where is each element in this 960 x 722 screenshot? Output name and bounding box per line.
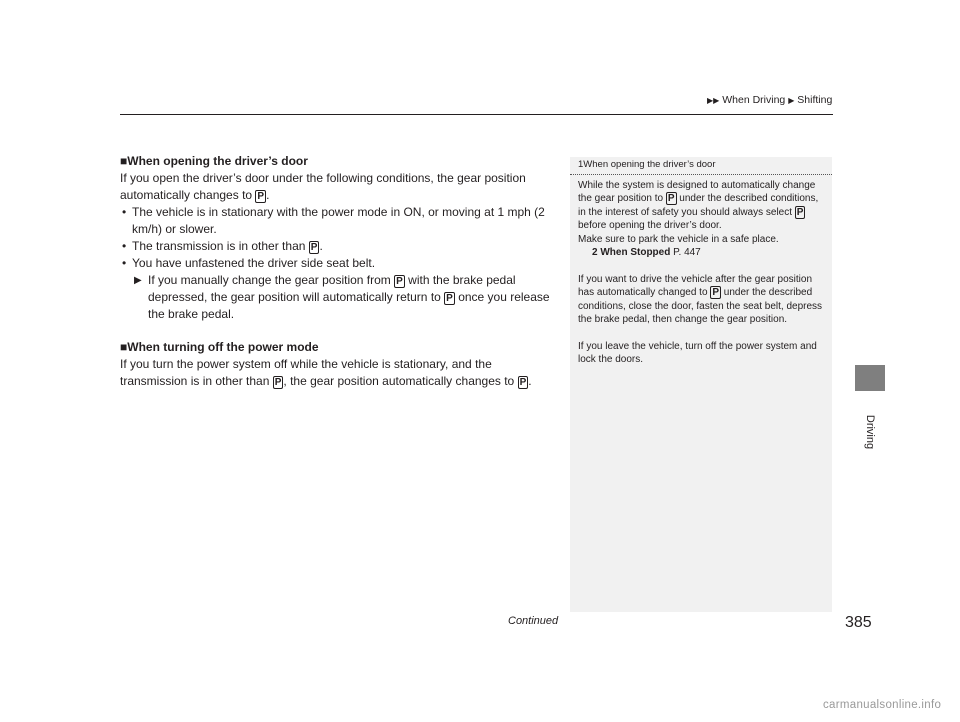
breadcrumb-level1: When Driving xyxy=(722,94,786,106)
cross-reference-link[interactable]: 2 When Stopped P. 447 xyxy=(592,247,701,258)
section-heading: ■When opening the driver’s door xyxy=(120,154,308,168)
watermark: carmanualsonline.info xyxy=(823,699,942,711)
condition-list xyxy=(120,204,560,272)
chapter-label: Driving xyxy=(864,414,876,450)
gear-p-key: P xyxy=(274,377,282,388)
sidebar-paragraph: Make sure to park the vehicle in a safe place. xyxy=(578,233,779,245)
sidebar-paragraph: If you leave the vehicle, turn off the power system and lock the doors. xyxy=(578,340,817,365)
sidebar-title: 1When opening the driver’s door xyxy=(570,157,832,175)
section-text: If you turn the power system off while the vehicle is stationary, and the transmission is in other than P , the gear position automatically changes to P . xyxy=(120,357,532,388)
triangle-right-icon: ▶ xyxy=(788,96,795,105)
sidebar-paragraph: While the system is designed to automatically change the gear position to P under the described conditions, in the interest of safety you should always select P before opening the driver’s door. xyxy=(578,179,819,231)
gear-p-key: P xyxy=(667,193,675,204)
gear-p-key: P xyxy=(257,191,265,202)
sidebar-paragraph: If you want to drive the vehicle after the gear position has automatically changed to P under the described conditions, close the door, fasten the seat belt, depress the brake pedal, then change the gear position. xyxy=(578,273,823,325)
sub-note: ▶ If you manually change the gear position from P with the brake pedal depressed, the gear position will automatically return to P once you release the brake pedal. xyxy=(134,273,550,321)
chapter-tab xyxy=(855,365,885,391)
triangle-right-icon: ▶▶ xyxy=(707,96,720,105)
continued-label: Continued xyxy=(508,615,559,627)
section-intro: If you open the driver’s door under the following conditions, the gear position automatically changes to P . xyxy=(120,171,526,202)
list-item: • The vehicle is in stationary with the power mode in ON, or moving at 1 mph (2 km/h) or slower. xyxy=(120,204,560,238)
note-icon: 1 xyxy=(578,159,584,170)
breadcrumb-level2: Shifting xyxy=(797,94,833,106)
gear-p-key: P xyxy=(712,287,719,298)
sidebar-note xyxy=(570,157,832,612)
header-rule xyxy=(120,114,833,115)
gear-p-key: P xyxy=(796,206,804,218)
list-item: • The transmission is in other than P . xyxy=(120,238,560,255)
section-heading: ■When turning off the power mode xyxy=(120,340,319,354)
arrow-right-icon: ▶ xyxy=(134,275,142,286)
gear-p-key: P xyxy=(396,276,403,287)
gear-p-key: P xyxy=(446,293,453,304)
page-number: 385 xyxy=(845,614,872,631)
breadcrumb xyxy=(707,94,832,106)
list-item: • You have unfastened the driver side seat belt. xyxy=(120,255,560,272)
gear-p-key: P xyxy=(310,242,318,253)
gear-p-key: P xyxy=(519,377,527,388)
arrow-icon: 2 xyxy=(592,247,598,258)
main-content xyxy=(120,153,560,390)
